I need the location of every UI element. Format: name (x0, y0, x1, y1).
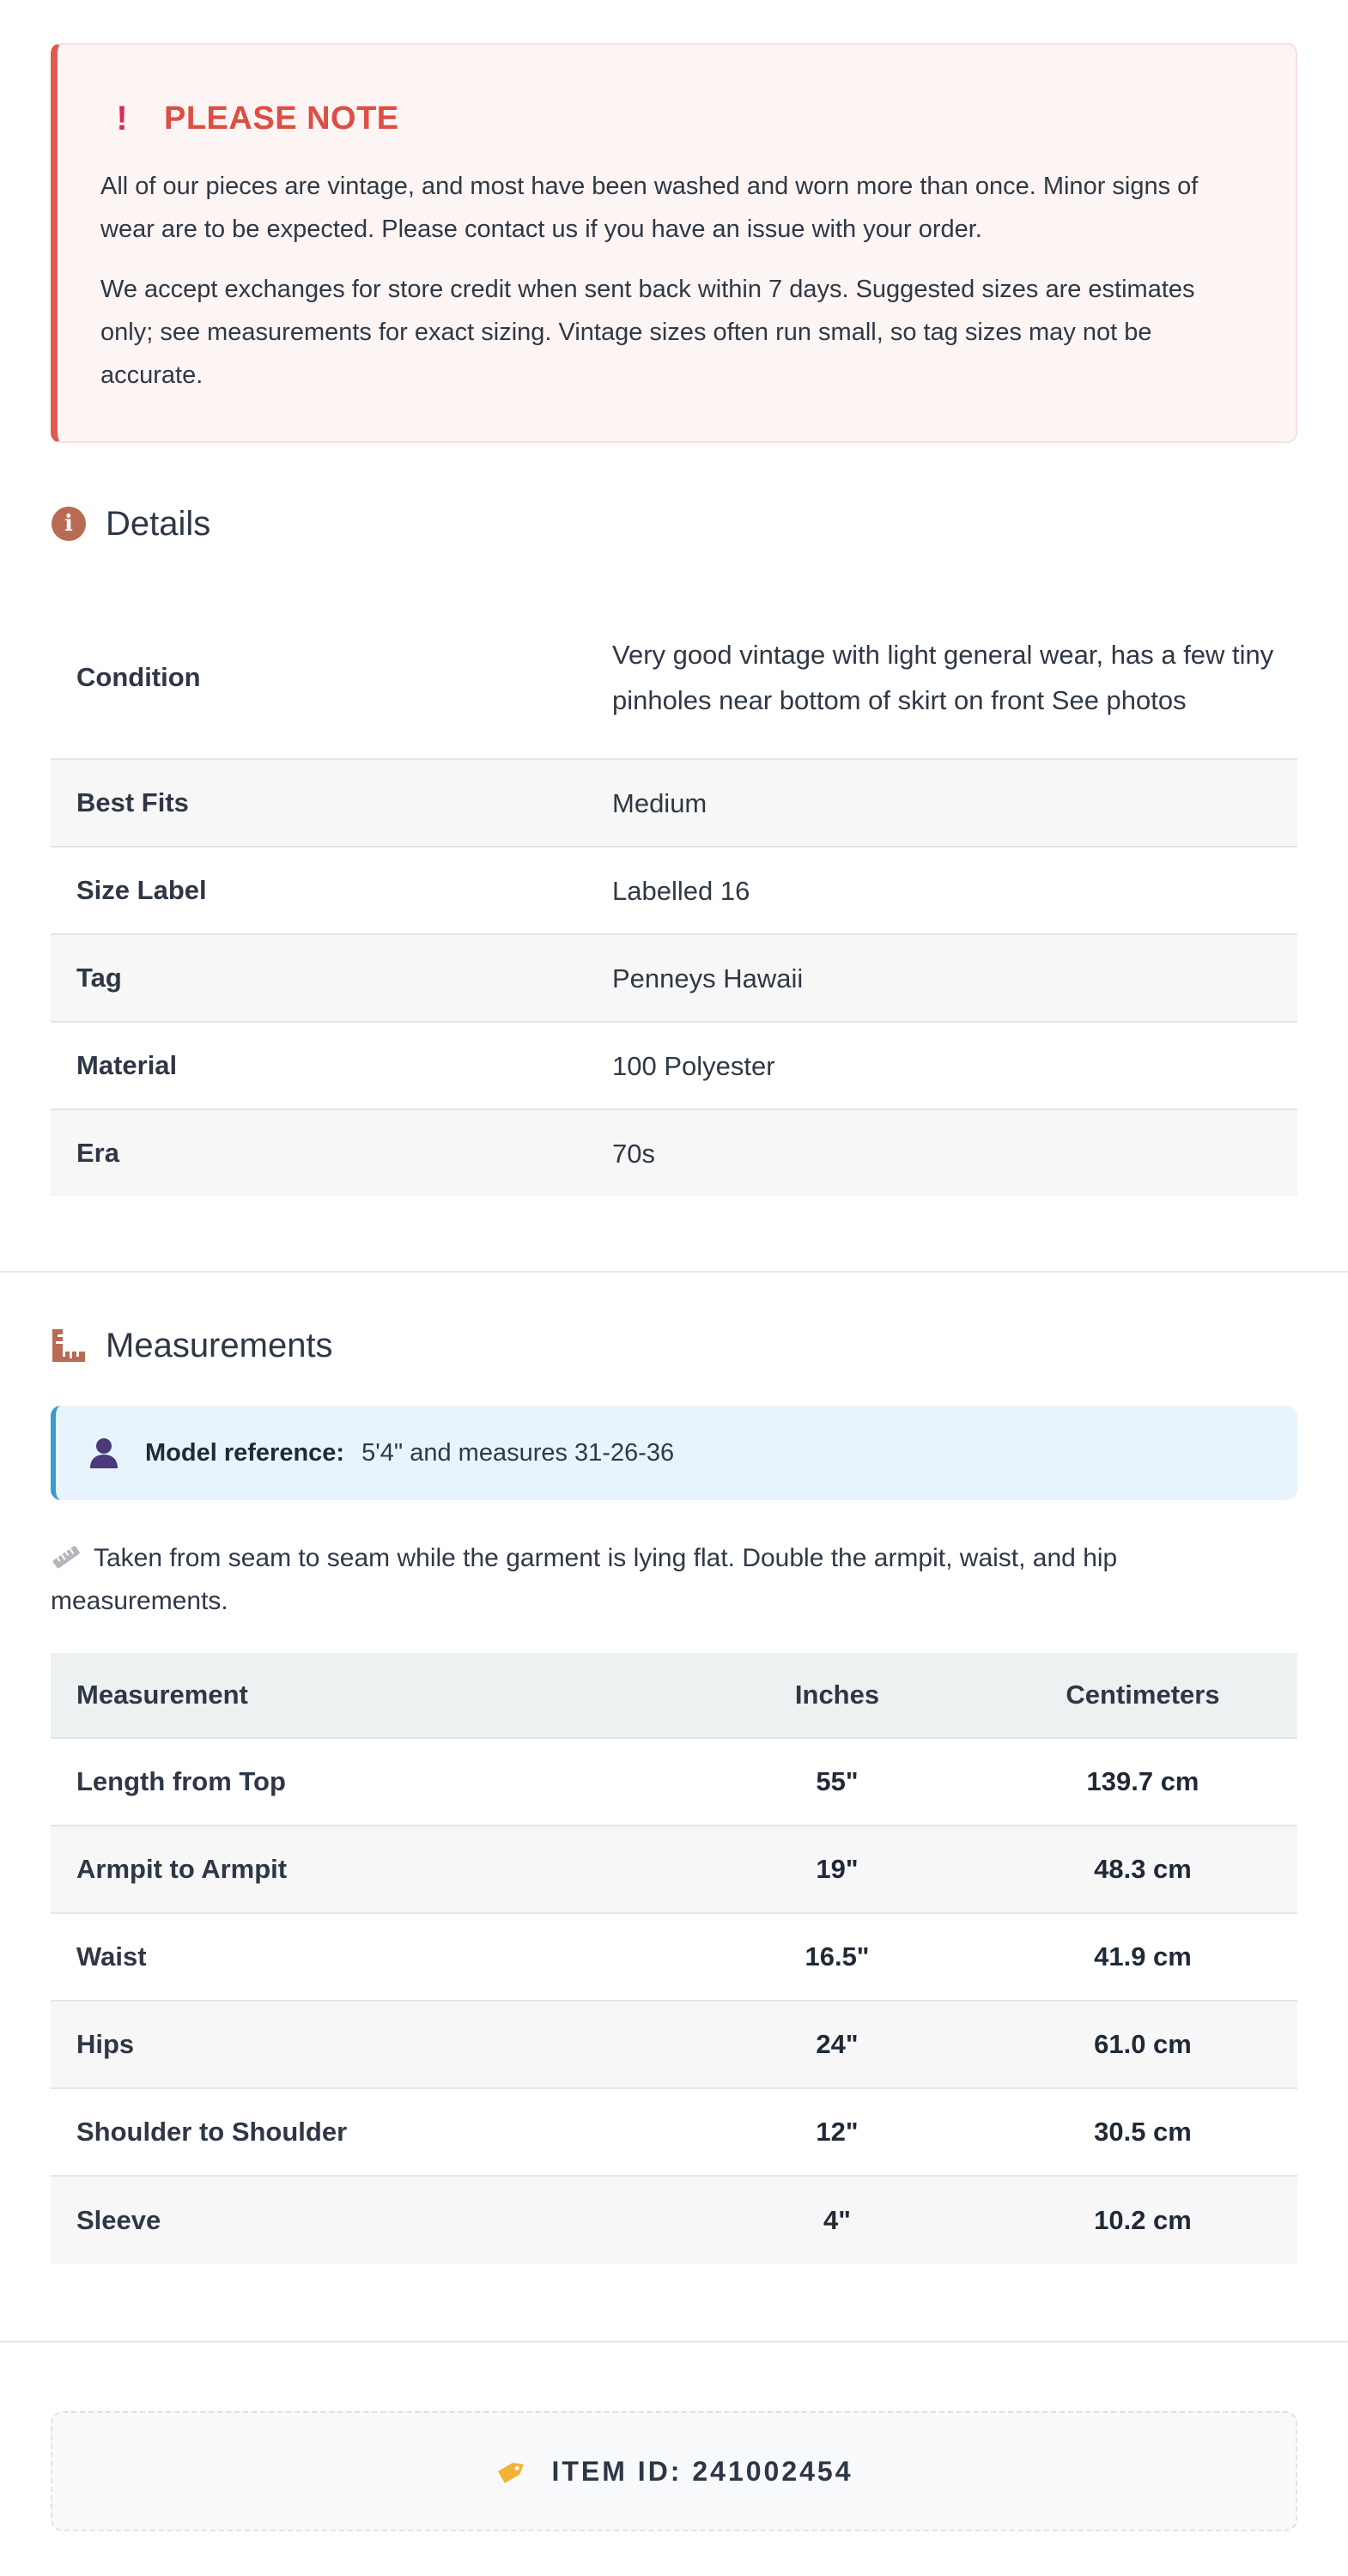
exclamation-icon: ! (116, 99, 128, 137)
column-header: Centimeters (1066, 1680, 1220, 1710)
detail-label: Material (76, 1050, 178, 1080)
measurement-note (51, 1537, 1236, 1623)
ruler-icon (51, 1540, 82, 1566)
detail-value: Penneys Hawaii (612, 963, 804, 993)
column-header: Measurement (76, 1680, 248, 1710)
measurements-header (51, 1320, 333, 1371)
info-icon: i (51, 506, 87, 542)
measurement-inches: 4" (823, 2205, 851, 2235)
table-row (51, 1023, 1297, 1110)
table-row (51, 2177, 1297, 2264)
measurement-cm: 10.2 cm (1094, 2205, 1192, 2235)
notice-box (51, 43, 1297, 443)
measurement-inches: 12" (816, 2117, 859, 2147)
measurement-inches: 24" (816, 2029, 859, 2059)
measurement-inches: 19" (816, 1854, 859, 1884)
table-row (51, 1110, 1297, 1196)
measurement-inches: 55" (816, 1766, 859, 1796)
item-id-label: ITEM ID: 241002454 (551, 2455, 853, 2487)
notice-title: PLEASE NOTE (164, 100, 399, 137)
measurement-name: Hips (76, 2029, 135, 2059)
measurements-title: Measurements (106, 1326, 333, 1364)
table-header-row (51, 1653, 1297, 1739)
person-icon (87, 1436, 121, 1470)
detail-label: Tag (76, 963, 122, 993)
detail-label: Size Label (76, 875, 207, 905)
notice-paragraph: We accept exchanges for store credit when sent back within 7 days. Suggested sizes are estimates only; see measurements for exact sizing. Vintage sizes often run small, so tag sizes may not be accurate. (100, 276, 1195, 389)
tag-icon (495, 2454, 529, 2488)
details-title: Details (106, 504, 211, 543)
table-row (51, 597, 1297, 760)
table-row (51, 1826, 1297, 1914)
section-divider (0, 1271, 1348, 1273)
measurement-name: Sleeve (76, 2205, 161, 2235)
measurement-cm: 48.3 cm (1094, 1854, 1192, 1884)
measurement-name: Armpit to Armpit (76, 1854, 288, 1884)
table-row (51, 1914, 1297, 2002)
detail-label: Condition (76, 662, 201, 692)
measurement-cm: 139.7 cm (1086, 1766, 1199, 1796)
table-row (51, 1739, 1297, 1826)
table-row (51, 2002, 1297, 2089)
measurement-cm: 61.0 cm (1094, 2029, 1192, 2059)
item-id-box (51, 2411, 1297, 2531)
detail-label: Era (76, 1138, 119, 1168)
measurement-name: Length from Top (76, 1766, 286, 1796)
detail-label: Best Fits (76, 787, 189, 817)
table-row (51, 2089, 1297, 2177)
measurement-note-text: Taken from seam to seam while the garment is lying flat. Double the armpit, waist, and hip measurements. (51, 1544, 1118, 1615)
column-header: Inches (794, 1680, 880, 1710)
detail-value: 100 Polyester (612, 1050, 775, 1081)
detail-value: Medium (612, 787, 707, 818)
measurement-name: Waist (76, 1941, 147, 1971)
ruler-icon (51, 1327, 87, 1364)
measurement-cm: 41.9 cm (1094, 1941, 1192, 1971)
detail-value: Very good vintage with light general wear, has a few tiny pinholes near bottom of skirt on front See photos (612, 640, 1274, 715)
details-table (51, 597, 1297, 1196)
detail-value: Labelled 16 (612, 875, 750, 906)
detail-value: 70s (612, 1138, 655, 1169)
model-reference-label: Model reference: (145, 1438, 345, 1467)
notice-paragraph: All of our pieces are vintage, and most have been washed and worn more than once. Minor signs of wear are to be expected. Please contact us if you have an issue with your order. (100, 173, 1199, 243)
model-reference-box (51, 1406, 1297, 1500)
measurement-name: Shoulder to Shoulder (76, 2117, 348, 2147)
table-row (51, 935, 1297, 1023)
measurement-cm: 30.5 cm (1094, 2117, 1192, 2147)
table-row (51, 848, 1297, 935)
section-divider (0, 2341, 1348, 2342)
table-row (51, 760, 1297, 848)
details-header (51, 498, 210, 550)
measurement-inches: 16.5" (805, 1941, 870, 1971)
model-reference-text: 5'4" and measures 31-26-36 (361, 1438, 675, 1467)
notice-header (100, 93, 1253, 144)
measurements-table (51, 1653, 1297, 2264)
